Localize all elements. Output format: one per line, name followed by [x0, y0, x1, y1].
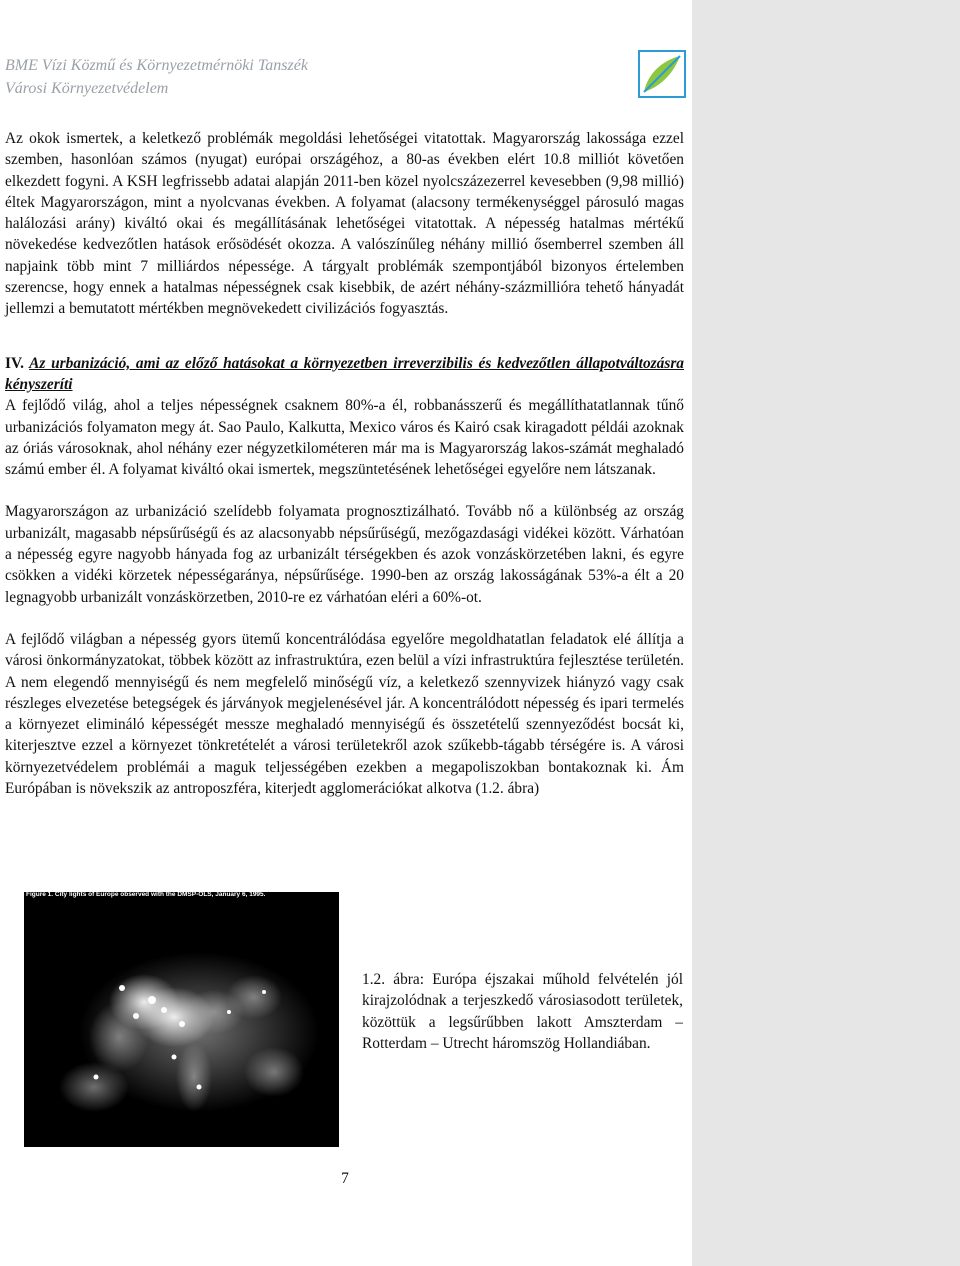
- city-lights-map: [24, 892, 339, 1147]
- leaf-logo-icon: [638, 50, 686, 98]
- header-department: BME Vízi Közmű és Környezetmérnöki Tanszék: [5, 57, 308, 74]
- comment-margin-panel: [692, 0, 960, 1266]
- figure-inner-caption: Figure 1. City lights of Europe observed with the DMSP-OLS, January 6, 1995.: [26, 891, 266, 898]
- figure-caption: [362, 969, 683, 1054]
- section-heading: [5, 353, 684, 396]
- paragraph: Magyarországon az urbanizáció szelídebb folyamata prognosztizálható. Tovább nő a különbség az ország urbanizált, magasabb népsűrűségű és az alacsonyabb népsűrűségű, mezőgazdasági vidékei között. Várhatóan a népesség egyre nagyobb hányada fog az urbanizált térségekben és azok vonzáskörzetében lakni, és egyre csökken a vidéki körzetek népességaránya, népsűrűsége. 1990-ben az ország lakosságának 53%-a élt a 20 legnagyobb urbanizált vonzáskörzetben, 2010-re ez várhatóan eléri a 60%-ot.: [5, 503, 684, 606]
- paragraph: A fejlődő világban a népesség gyors ütemű koncentrálódása egyelőre megoldhatatlan feladatok elé állítja a városi önkormányzatokat, többek között az infrastruktúra, ezen belül a vízi infrastruktúra fejlesztése területén. A nem elegendő mennyiségű és nem megfelelő minőségű víz, a keletkező szennyvizek hiányzó vagy csak részleges elvezetése betegségek és járványok megjelenésével jár. A koncentrálódott népesség és ipari termelés a környezet elimináló képességét messze meghaladó mennyiségű és összetételű szennyeződést bocsát ki, kiterjesztve ezzel a környezet tönkretételét a városi területekről azok szűkebb-tágabb térségére is. A városi környezetvédelem problémái a maguk teljességében ezekben a megapoliszokban bontakoznak ki. Ám Európában is növekszik az antroposzféra, kiterjedt agglomerációkat alkotva (1.2. ábra): [5, 630, 684, 798]
- paragraph: Az okok ismertek, a keletkező problémák megoldási lehetőségei vitatottak. Magyarország lakossága ezzel szemben, hasonlóan számos (nyugat) európai országéhoz, a 80-as években elért 10.8 milliót követően elkezdett fogyni. A KSH legfrissebb adatai alapján 2011-ben közel nyolcszázezerrel kevesebben (9,98 millió) éltek Magyarországon, mint a nyolcvanas években. A folyamat (alacsony termékenységgel párosuló magas halálozási arány) kiváltó okai és megállításának lehetőségei vitatottak. A népesség hatalmas mértékű növekedése kedvezőtlen hatások erősödését okozza. A valószínűleg néhány millió ősemberrel szemben áll napjaink több mint 7 milliárdos népessége. A tárgyalt problémák szempontjából bizonyos értelemben szerencse, hogy ennek a hatalmas népességnek csak kisebbik, de azért néhány-százmillióra tehető hányadát jellemzi a bemutatott mértékben megnövekedett civilizációs fogyasztás.: [5, 130, 684, 318]
- page-number: 7: [341, 1170, 349, 1187]
- europe-night-satellite-image: [24, 892, 339, 1147]
- figure-caption-text: 1.2. ábra: Európa éjszakai műhold felvételén jól kirajzolódnak a terjeszkedő városiasodott területek, közöttük a legsűrűbben lakott Amszterdam – Rotterdam – Utrecht háromszög Hollandiában.: [362, 971, 683, 1052]
- paragraph: A fejlődő világ, ahol a teljes népességnek csaknem 80%-a él, robbanásszerű és megállíthatatlannak tűnő urbanizációs folyamaton megy át. Sao Paulo, Kalkutta, Mexico város és Kairó csak kiragadott példái azoknak az óriás városoknak, ahol néhány ezer négyzetkilométeren már ma is Magyarország lakos-számát meghaladó számú ember él. A folyamat kiváltó okai ismertek, megszüntetésének lehetőségei egyelőre nem látszanak.: [5, 397, 684, 479]
- section-number: IV.: [5, 354, 24, 372]
- main-text: [5, 128, 684, 799]
- header-course: Városi Környezetvédelem: [5, 80, 169, 97]
- page-header: [5, 54, 685, 100]
- section-title: Az urbanizáció, ami az előző hatásokat a környezetben irreverzibilis és kedvezőtlen állapotváltozásra kényszeríti: [5, 354, 684, 393]
